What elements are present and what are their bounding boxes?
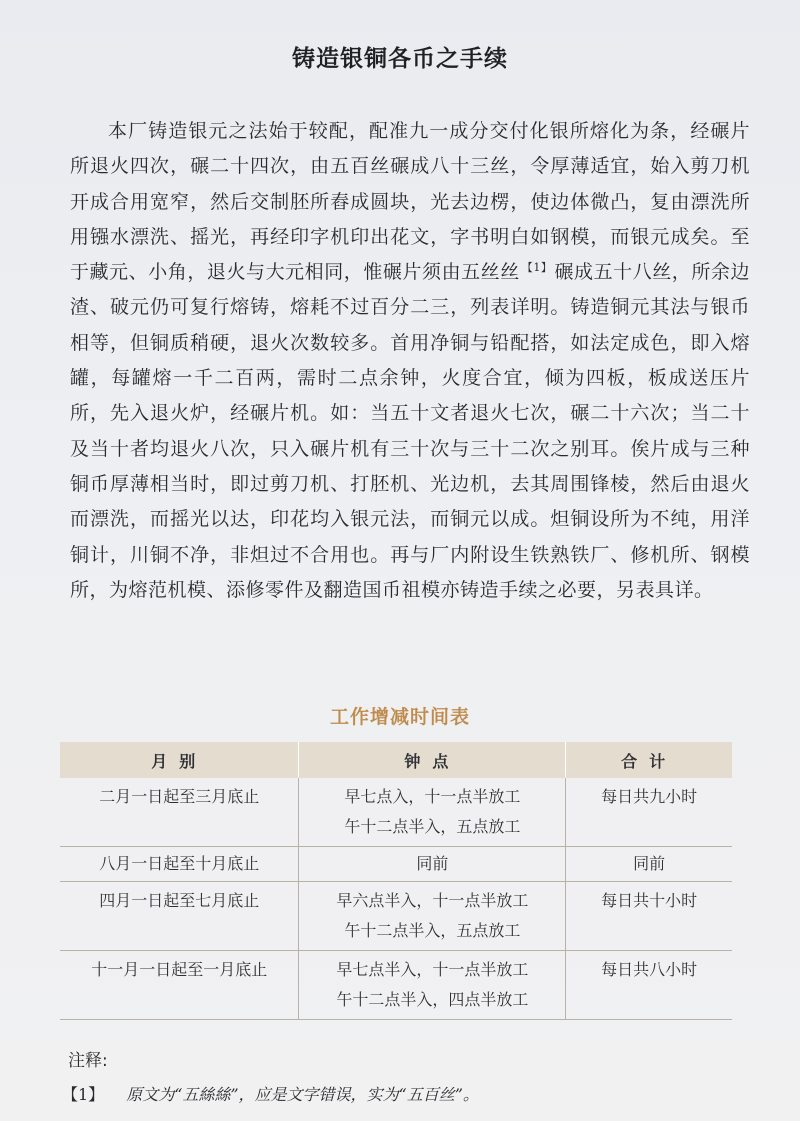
cell-hours (299, 847, 566, 882)
header-hours: 钟点 (299, 742, 566, 778)
cell-total: 同前 (566, 847, 732, 882)
note-marker: 【1】 (62, 1085, 105, 1104)
header-total: 合计 (566, 742, 732, 778)
hours-line: 午十二点半入，五点放工 (344, 921, 521, 940)
footnote-reference: 【1】 (521, 260, 553, 274)
cell-period: 二月一日起至三月底止 (60, 778, 299, 847)
cell-period: 八月一日起至十月底止 (60, 847, 299, 882)
cell-total: 每日共十小时 (566, 882, 732, 951)
note-item (62, 1082, 782, 1105)
page-title: 铸造银铜各币之手续 (292, 46, 508, 72)
note-text: 原文为“五絲絲”，应是文字错误，实为“五百丝”。 (126, 1085, 479, 1104)
cell-hours (299, 951, 566, 1020)
table-header-row (60, 742, 732, 778)
table-row (60, 778, 732, 847)
body-text (70, 114, 750, 608)
hours-line: 午十二点半入，五点放工 (344, 817, 521, 836)
cell-total: 每日共九小时 (566, 778, 732, 847)
hours-line: 午十二点半入，四点半放工 (336, 990, 529, 1009)
cell-period: 四月一日起至七月底止 (60, 882, 299, 951)
hours-line: 早六点半入，十一点半放工 (336, 891, 529, 910)
hours-line: 同前 (416, 854, 449, 873)
cell-period: 十一月一日起至一月底止 (60, 951, 299, 1020)
cell-hours (299, 882, 566, 951)
body-paragraph (70, 114, 750, 608)
table-title: 工作增减时间表 (329, 706, 470, 728)
cell-total: 每日共八小时 (566, 951, 732, 1020)
work-hours-table (60, 742, 732, 1020)
cell-hours (299, 778, 566, 847)
table-row (60, 847, 732, 882)
body-text-part-2: 碾成五十八丝，所余边渣、破元仍可复行熔铸，熔耗不过百分二三，列表详明。铸造铜元其法与银币相等，但铜质稍硬，退火次数较多。首用净铜与铅配搭，如法定成色，即入熔罐，每罐熔一千二百两，需时二点余钟，火度合宜，倾为四板，板成送压片所，先入退火炉，经碾片机。如：当五十文者退火七次，碾二十六次；当二十及当十者均退火八次，只入碾片机有三十次与三十二次之别耳。俟片成与三种铜币厚薄相当时，即过剪刀机、打胚机、光边机，去其周围锋棱，然后由退火而漂洗，而摇光以达，印花均入银元法，而铜元以成。炟铜设所为不纯，用洋铜计，川铜不净，非炟过不合用也。再与厂内附设生铁熟铁厂、修机所、钢模所，为熔范机模、添修零件及翻造国币祖模亦铸造手续之必要，另表具详。 (70, 261, 750, 601)
hours-line: 早七点半入，十一点半放工 (336, 960, 529, 979)
notes-heading: 注释: (68, 1051, 108, 1071)
body-text-part-1: 本厂铸造银元之法始于较配，配准九一成分交付化银所熔化为条，经碾片所退火四次，碾二十四次，由五百丝碾成八十三丝，令厚薄适宜，始入剪刀机开成合用宽窄，然后交制胚所舂成圆块，光去边楞，使边体微凸，复由漂洗所用镪水漂洗、摇光，再经印字机印出花文，字书明白如钢模，而银元成矣。至于藏元、小角，退火与大元相同，惟碾片须由五丝丝 (70, 120, 750, 284)
table-row (60, 882, 732, 951)
hours-line: 早七点入，十一点半放工 (344, 787, 521, 806)
header-period: 月别 (60, 742, 299, 778)
table-row (60, 951, 732, 1020)
